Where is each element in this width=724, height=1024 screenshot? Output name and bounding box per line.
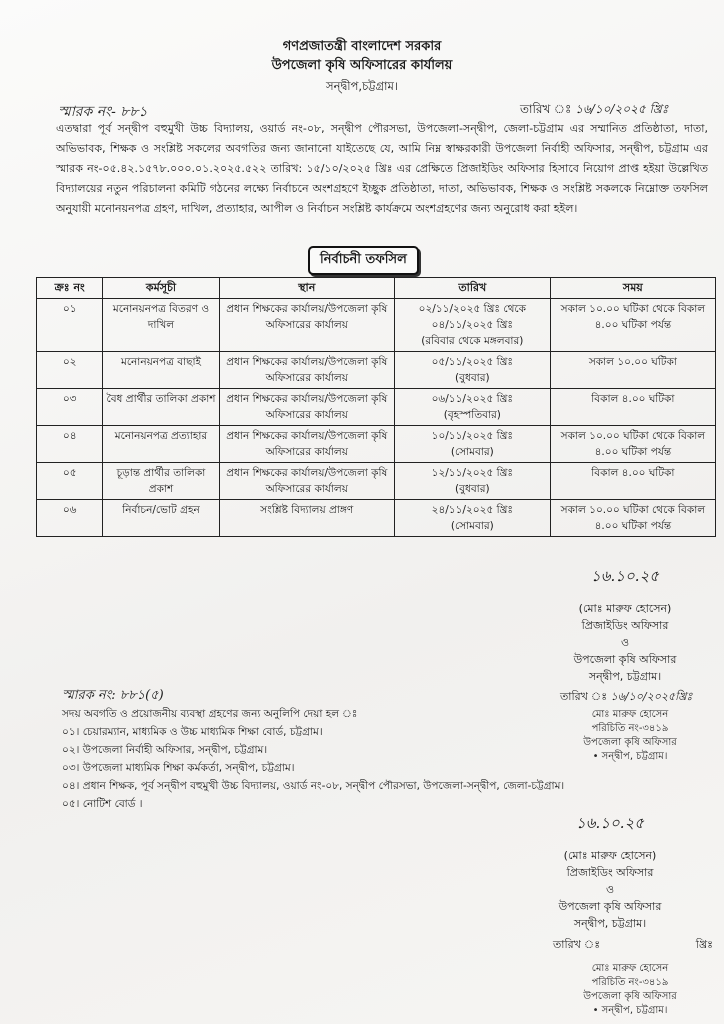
cell-program: চূড়ান্ত প্রার্থীর তালিকা প্রকাশ bbox=[103, 463, 219, 500]
office-location: সন্দ্বীপ,চট্টগ্রাম। bbox=[326, 79, 398, 93]
cell-time: সকাল ১০.০০ ঘটিকা থেকে বিকাল ৪.০০ ঘটিকা পর্যন্ত bbox=[550, 426, 715, 463]
signature-block-2 bbox=[525, 815, 695, 932]
cell-serial: ০৩ bbox=[37, 389, 103, 426]
seal-line: উপজেলা কৃষি অফিসার bbox=[583, 991, 677, 1002]
conjunction: ও bbox=[605, 883, 615, 896]
table-header-row bbox=[37, 278, 716, 299]
cc-intro: সদয় অবগতি ও প্রয়োজনীয় ব্যবস্থা গ্রহণের জন্য অনুলিপি দেয়া হল ঃ bbox=[62, 708, 358, 720]
cell-time: সকাল ১০.০০ ঘটিকা থেকে বিকাল ৪.০০ ঘটিকা পর্যন্ত bbox=[550, 500, 715, 537]
date-text: ১০/১১/২০২৫ খ্রিঃ bbox=[431, 430, 514, 442]
col-time: সময় bbox=[550, 278, 715, 299]
seal-line: মোঃ মারুফ হোসেন bbox=[591, 963, 669, 974]
table-row bbox=[37, 389, 716, 426]
cell-serial: ০১ bbox=[37, 299, 103, 352]
seal-line: উপজেলা কৃষি অফিসার bbox=[583, 737, 677, 748]
day-text: (সোমবার) bbox=[450, 520, 494, 532]
table-row bbox=[37, 426, 716, 463]
date-text: ০৫/১১/২০২৫ খ্রিঃ bbox=[431, 356, 514, 368]
cc-item: ০১। চেয়ারম্যান, মাধ্যমিক ও উচ্চ মাধ্যমিক শিক্ষা বোর্ড, চট্টগ্রাম। bbox=[62, 726, 323, 738]
seal-line: • সন্দ্বীপ, চট্টগ্রাম। bbox=[592, 751, 668, 762]
cell-program: মনোনয়নপত্র প্রত্যাহার bbox=[103, 426, 219, 463]
signer-name: (মোঃ মারুফ হোসেন) bbox=[563, 849, 657, 862]
signer-name: (মোঃ মারুফ হোসেন) bbox=[578, 602, 672, 615]
date-value: ১৬/১০/২০২৫খ্রিঃ bbox=[610, 690, 693, 703]
cell-serial: ০৪ bbox=[37, 426, 103, 463]
signature-date-2 bbox=[553, 936, 713, 955]
memo-number-copy: স্মারক নং: ৮৮১(৫) bbox=[62, 688, 164, 703]
col-date: তারিখ bbox=[394, 278, 550, 299]
cell-serial: ০৫ bbox=[37, 463, 103, 500]
handwritten-signature: ১৬.১০.২৫ bbox=[591, 567, 659, 585]
table-row bbox=[37, 299, 716, 352]
signer-title: প্রিজাইডিং অফিসার bbox=[566, 866, 654, 879]
cell-date bbox=[394, 426, 550, 463]
day-text: (সোমবার) bbox=[450, 446, 494, 458]
cell-date bbox=[394, 352, 550, 389]
cell-serial: ০৬ bbox=[37, 500, 103, 537]
date-text: ০৬/১১/২০২৫ খ্রিঃ bbox=[431, 393, 514, 405]
cell-time: সকাল ১০.০০ ঘটিকা থেকে বিকাল ৪.০০ ঘটিকা পর্যন্ত bbox=[550, 299, 715, 352]
cell-date bbox=[394, 299, 550, 352]
handwritten-signature: ১৬.১০.২৫ bbox=[576, 814, 644, 832]
seal-line: পরিচিতি নং-৩৪১৯ bbox=[591, 977, 669, 988]
cell-serial: ০২ bbox=[37, 352, 103, 389]
cc-item: ০২। উপজেলা নির্বাহী অফিসার, সন্দ্বীপ, চট্টগ্রাম। bbox=[62, 744, 268, 756]
day-text: (রবিবার থেকে মঙ্গলবার) bbox=[421, 335, 524, 347]
cell-place: প্রধান শিক্ষকের কার্যালয়/উপজেলা কৃষি অফিসারের কার্যালয় bbox=[219, 463, 394, 500]
cell-place: প্রধান শিক্ষকের কার্যালয়/উপজেলা কৃষি অফিসারের কার্যালয় bbox=[219, 352, 394, 389]
date-text: ২৪/১১/২০২৫ খ্রিঃ bbox=[431, 504, 514, 516]
signer-title-2: উপজেলা কৃষি অফিসার bbox=[573, 653, 677, 666]
official-seal-2 bbox=[540, 962, 720, 1018]
seal-line: মোঃ মারুফ হোসেন bbox=[591, 709, 669, 720]
copy-distribution bbox=[62, 705, 702, 813]
cell-date bbox=[394, 389, 550, 426]
office-header: উপজেলা কৃষি অফিসারের কার্যালয় bbox=[271, 58, 453, 73]
cc-item: ০৪। প্রধান শিক্ষক, পূর্ব সন্দ্বীপ বহুমুখী উচ্চ বিদ্যালয়, ওয়ার্ড নং-০৮, সন্দ্বীপ পৌরসভা, উপজেলা-সন্দ্বীপ, জেলা-চট্টগ্রাম। bbox=[62, 780, 565, 792]
cell-program: নির্বাচন/ভোট গ্রহন bbox=[103, 500, 219, 537]
date-text: ০২/১১/২০২৫ খ্রিঃ থেকে ০৪/১১/২০২৫ খ্রিঃ bbox=[418, 303, 526, 331]
cell-time: বিকাল ৪.০০ ঘটিকা bbox=[550, 389, 715, 426]
signature-block-1 bbox=[550, 568, 700, 685]
conjunction: ও bbox=[620, 636, 630, 649]
date-label: তারিখ ঃ bbox=[520, 102, 572, 116]
cc-item: ০৩। উপজেলা মাধ্যমিক শিক্ষা কর্মকর্তা, সন্দ্বীপ, চট্টগ্রাম। bbox=[62, 762, 295, 774]
cell-date bbox=[394, 500, 550, 537]
col-program: কর্মসূচী bbox=[103, 278, 219, 299]
seal-line: • সন্দ্বীপ, চট্টগ্রাম। bbox=[592, 1005, 668, 1016]
cell-date bbox=[394, 463, 550, 500]
seal-line: পরিচিতি নং-৩৪১৯ bbox=[591, 723, 669, 734]
memo-date bbox=[520, 101, 668, 121]
date-value: ১৬/১০/২০২৫ খ্রিঃ bbox=[575, 102, 669, 116]
cell-program: মনোনয়নপত্র বাছাই bbox=[103, 352, 219, 389]
cell-place: প্রধান শিক্ষকের কার্যালয়/উপজেলা কৃষি অফিসারের কার্যালয় bbox=[219, 389, 394, 426]
cell-time: সকাল ১০.০০ ঘটিকা bbox=[550, 352, 715, 389]
signer-place: সন্দ্বীপ, চট্টগ্রাম। bbox=[573, 917, 647, 930]
cell-place: প্রধান শিক্ষকের কার্যালয়/উপজেলা কৃষি অফিসারের কার্যালয় bbox=[219, 426, 394, 463]
signer-title: প্রিজাইডিং অফিসার bbox=[581, 619, 669, 632]
date-text: ১২/১১/২০২৫ খ্রিঃ bbox=[431, 467, 514, 479]
cell-program: মনোনয়নপত্র বিতরণ ও দাখিল bbox=[103, 299, 219, 352]
table-row bbox=[37, 352, 716, 389]
memo-number: স্মারক নং- ৮৮১ bbox=[58, 104, 148, 120]
cell-place: প্রধান শিক্ষকের কার্যালয়/উপজেলা কৃষি অফিসারের কার্যালয় bbox=[219, 299, 394, 352]
date-label: তারিখ ঃ bbox=[560, 690, 608, 703]
schedule-title: নির্বাচনী তফসিল bbox=[308, 246, 419, 275]
govt-header: গণপ্রজাতন্ত্রী বাংলাদেশ সরকার bbox=[282, 39, 442, 54]
signer-place: সন্দ্বীপ, চট্টগ্রাম। bbox=[588, 670, 662, 683]
day-text: (বুধবার) bbox=[455, 372, 490, 384]
schedule-table bbox=[36, 277, 716, 537]
day-text: (বুধবার) bbox=[455, 483, 490, 495]
day-text: (বৃহস্পতিবার) bbox=[443, 409, 501, 421]
col-place: স্থান bbox=[219, 278, 394, 299]
table-row bbox=[37, 463, 716, 500]
col-serial: ক্রঃ নং bbox=[37, 278, 103, 299]
table-row bbox=[37, 500, 716, 537]
signer-title-2: উপজেলা কৃষি অফিসার bbox=[558, 900, 662, 913]
date-label: তারিখ ঃ bbox=[553, 938, 601, 951]
date-suffix: খ্রিঃ bbox=[695, 938, 713, 951]
cell-program: বৈধ প্রার্থীর তালিকা প্রকাশ bbox=[103, 389, 219, 426]
cc-item: ০৫। নোটিশ বোর্ড । bbox=[62, 798, 143, 810]
cell-place: সংশ্লিষ্ট বিদ্যালয় প্রাঙ্গণ bbox=[219, 500, 394, 537]
notice-body: এতদ্বারা পূর্ব সন্দ্বীপ বহুমুখী উচ্চ বিদ্যালয়, ওয়ার্ড নং-০৮, সন্দ্বীপ পৌরসভা, উপজেলা-সন্দ্বীপ, জেলা-চট্টগ্রাম এর সম্মানিত প্রতিষ্ঠাতা, দাতা, অভিভাবক, শিক্ষক ও সংশ্লিষ্ট সকলের অবগতির জন্য জানানো যাইতেছে যে, আমি নিম্ন স্বাক্ষরকারী উপজেলা নির্বাহী অফিসার, সন্দ্বীপ, চট্টগ্রাম এর স্মারক নং-০৫.৪২.১৫৭৮.০০০.০১.২০২৫.৫২২ তারিখ: ১৫/১০/২০২৫ খ্রিঃ এর প্রেক্ষিতে প্রিজাইডিং অফিসার হিসাবে নিয়োগ প্রাপ্ত হইয়া উল্লেখিত বিদ্যালয়ের নতুন পরিচালনা কমিটি গঠনের লক্ষ্যে নির্বাচনে অংশগ্রহণে ইচ্ছুক প্রতিষ্ঠাতা, দাতা, অভিভাবক, শিক্ষক ও সংশ্লিষ্ট সকলকে নিম্নোক্ত তফসিল অনুযায়ী মনোনয়নপত্র গ্রহণ, দাখিল, প্রত্যাহার, আপীল ও নির্বাচন সংশ্লিষ্ট কার্যক্রমে অংশগ্রহণের জন্য অনুরোধ করা হইল। bbox=[56, 122, 708, 215]
cell-time: বিকাল ৪.০০ ঘটিকা bbox=[550, 463, 715, 500]
